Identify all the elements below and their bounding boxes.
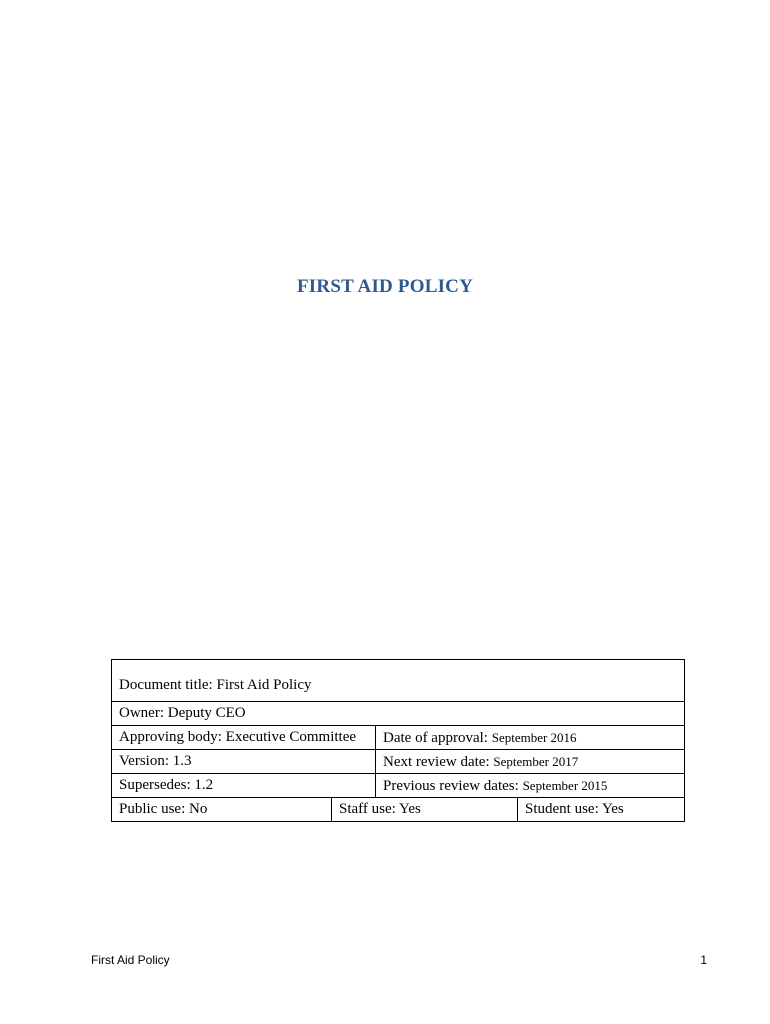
table-row-approval xyxy=(112,725,684,749)
table-row-document-title xyxy=(112,660,684,701)
version-cell: Version: 1.3 xyxy=(119,753,192,769)
next-review-date-cell xyxy=(375,750,684,773)
date-of-approval-label: Date of approval: xyxy=(383,730,492,746)
previous-review-dates-cell xyxy=(375,774,684,797)
previous-review-dates-value: September 2015 xyxy=(522,778,608,793)
document-metadata-table xyxy=(111,659,685,822)
next-review-date-label: Next review date: xyxy=(383,754,494,770)
table-row-owner xyxy=(112,701,684,725)
staff-use-cell: Staff use: Yes xyxy=(331,798,517,821)
student-use-cell: Student use: Yes xyxy=(517,798,684,821)
page-title: FIRST AID POLICY xyxy=(297,276,473,297)
approving-body-cell: Approving body: Executive Committee xyxy=(119,729,357,745)
date-of-approval-cell xyxy=(375,726,684,749)
table-row-version xyxy=(112,749,684,773)
date-of-approval-value: September 2016 xyxy=(491,730,577,745)
previous-review-dates-label: Previous review dates: xyxy=(383,778,523,794)
owner-cell: Owner: Deputy CEO xyxy=(119,705,246,721)
footer-page-number: 1 xyxy=(700,953,707,967)
supersedes-cell: Supersedes: 1.2 xyxy=(119,777,214,793)
table-row-supersedes xyxy=(112,773,684,797)
public-use-cell: Public use: No xyxy=(119,801,208,817)
footer-document-name: First Aid Policy xyxy=(91,953,170,967)
table-row-usage xyxy=(112,797,684,821)
document-title-cell: Document title: First Aid Policy xyxy=(119,677,312,693)
next-review-date-value: September 2017 xyxy=(493,754,579,769)
